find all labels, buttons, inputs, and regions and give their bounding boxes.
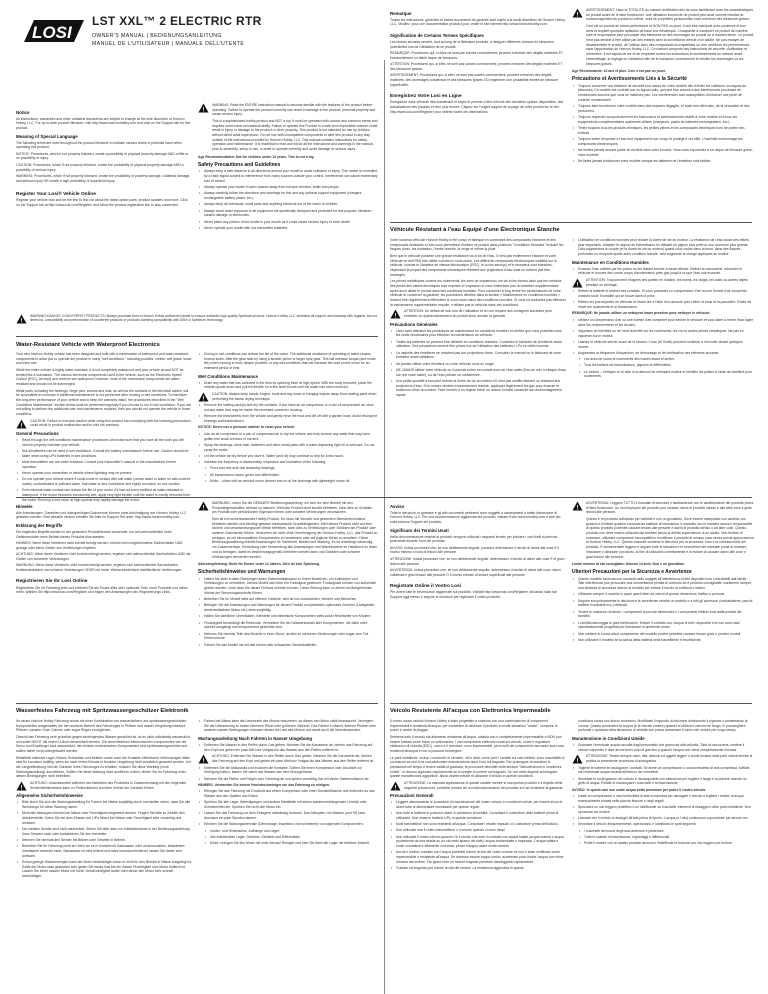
- fr-wet-list: [572, 267, 754, 276]
- it-safety-title: Ulteriori Precauzioni per la Sicurezza e Avvertenze: [572, 568, 692, 575]
- it-col-2: [572, 501, 754, 701]
- list-item: • Non utilizzate mai il vostro trasmettitore o il veicolo quando ci sono lampi.: [390, 828, 566, 833]
- svg-text:!: !: [576, 12, 579, 19]
- de-water-title: Wasserfestes Fahrzeug mit Spritzwassergeschützer Elektronik: [16, 708, 189, 714]
- list-item: • Toujours faire fonctionner votre modèle dans des espaces dégagés, à l'écart des véhicules, de la circulation et des personnes.: [572, 104, 754, 113]
- fr-remarque-text: Toutes les instructions, garanties et autres documents de garantie sont sujets à la seule discrétion de Horizon Hobby, LLC. Veuillez, pour une documentation produit à jour, visiter le site internet http://www.horizonhobby.com.: [390, 17, 566, 27]
- list-item: • La majorité des émetteurs ne résistent pas aux projections d'eau. Consultez le manuel ou le fabricant de votre émetteur avant utilisation.: [390, 351, 566, 360]
- list-item: • Retirez la batterie et séchez ses contacts. Si vous possédez un compresseur d'air ou une bombe d'air comprimé, chassez toute l'humidité qui se trouve dans la prise.: [572, 289, 754, 298]
- it-water-title: Veicolo Resistente All'acqua con Elettronica Impermeabile: [390, 708, 551, 714]
- de-section-divider: [16, 703, 378, 704]
- en-water-p3: Metal parts, including the bearings, hinge pins, screws and nuts, as well as the contacts in the electrical cables, will be susceptible to corrosion if additional maintenance is not performed after running in wet conditions. To maximize the long-term performance of your vehicle and to keep the warranty intact, the procedures described in the "Wet Conditions Maintenance" section below must be performed regularly if you choose to run in wet conditions. If you are not willing to perform the additional care and maintenance required, then you should not operate the vehicle in those conditions.: [16, 388, 191, 417]
- en-wet-sublist: [204, 466, 378, 483]
- list-item: • Drain any water that has collected in the tires by spinning them at high speed. With the body removed, place the vehicle upside down and pull full throttle for a few short bursts until the water has been removed.: [198, 381, 378, 390]
- list-item: • Never operate your model with low transmitter batteries.: [198, 226, 378, 231]
- fr-wet-remarque: REMARQUE: Ne jamais utiliser un nettoyeur haute pression pour nettoyer le véhicule.: [572, 311, 711, 316]
- center-divider: [384, 60, 385, 994]
- it-avvert-text: AVVERTENZA: Leggere TUTTO il manuale di istruzioni e familiarizzare con le caratteristiche del prodotto prima di farlo funzionare. Un uso improprio del prodotto può causare danni al prodotto stesso e alle altre cose e gravi lesioni alle persone.: [586, 501, 754, 515]
- it-avvert-block: [572, 501, 754, 559]
- en-counterfeit-block: [16, 314, 378, 336]
- list-item: • All transmission cases, gears and differentials.: [204, 473, 378, 478]
- it-wet2-list: [572, 766, 754, 786]
- de-general-list: [16, 800, 192, 879]
- list-item: • Non mettere in bocca alcun componente del modello poiché potrebbe causare lesioni gravi o persino mortali.: [572, 632, 754, 637]
- svg-text:!: !: [20, 423, 23, 430]
- en-wet-list: [198, 381, 378, 390]
- header: [0, 0, 384, 104]
- list-item: • Die meisten Sender sind nicht wasserfest. Sehen Sie bitte dazu vor Inbetriebnahme in der Bedienungsanleitung Ihres Senders nach oder kontaktieren Sie den Hersteller.: [16, 827, 192, 836]
- list-item: • Always keep all chemicals, small parts and anything electrical out of the reach of children.: [198, 202, 378, 207]
- warning-triangle-icon: [572, 278, 583, 288]
- list-item: • Le moteur – nettoyez-le à l'aide d'un aérosol de nettoyant moteur et lubrifiez les paliers à l'aide de lubrifiant pour roulements.: [578, 370, 754, 379]
- logo-text: LOSI: [32, 23, 72, 42]
- list-item: • Spruzzare un olio leggero protettivo o un lubrificante su cuscinetti, elementi di fissaggio e altre parti metalliche. Non spruzzare sul motore.: [572, 805, 754, 814]
- de-wet3-list: [198, 789, 378, 827]
- list-item: • Driving in wet conditions can reduce the life of the motor. The additional resistance of operating in water causes excess strain. Alter the gear ratio by using a smaller pinion or larger spur gear. This will increase torque (and motor life) when running in mud, deeper puddles, or any wet conditions that will increase the load on the motor for an extended period of time.: [198, 352, 378, 371]
- list-item: • Non tutte le batterie si possono usare in condizioni di umidità. Consultare il costruttore delle batterie prima di utilizzarle. Non usate le batterie LiPo in queste condizioni.: [390, 811, 566, 820]
- de-wet-hinweis: HINWEIS: Verwenden Sie keinen Hochdruckreiniger um das Fahrzeug zu reinigen.: [198, 782, 330, 787]
- list-item: • Nehmen Sie niemals Teile des Modells in Ihren Mund, da dies zu schweren Verletzungen oder sogar zum Tod führen könnte.: [198, 632, 378, 641]
- list-item: • Front and rear axle hub assembly bearings.: [204, 466, 378, 471]
- list-item: • Let the vehicle air dry before you store it. Water (and oil) may continue to drip for a few hours.: [198, 454, 378, 459]
- it-sign-avviso: AVVISO: Indica procedure che, se non debitamente seguite, possono determinare il rischio di danni alle cose E il rischio minimo o nullo di lesioni alle persone.: [390, 545, 560, 555]
- de-safety-list: [198, 577, 378, 648]
- list-item: • Motor: reinigen Sie den Motor mit einer Aerosol Reiniger und ölen Sie dann die Lager mit leichtem Motoröl.: [204, 841, 378, 846]
- warning-triangle-icon: [572, 754, 583, 764]
- fr-signif-title: Signification de Certains Termes Spécifiques: [390, 33, 484, 39]
- de-general-title: Allgemeine Sicherheitshinweise: [16, 793, 83, 799]
- it-reg-text: Per avere tutte le informazioni aggiornate sul prodotto, Visitate http://www.losi.com/Register/ cliccando sulla tab Support oggi stesso e seguire le istruzioni per registrare il vostro prodotto.: [390, 590, 557, 599]
- it-wet-avviso: AVVISO: In questi casi non usate acqua sotto pressione per pulire il vostro veicolo.: [572, 787, 707, 792]
- de-col-3: [16, 719, 192, 991]
- it-wet-title: Manutenzione in Condizioni Umide: [572, 736, 645, 742]
- list-item: • Not all batteries can be used in wet conditions. Consult the battery manufacturer before use. Caution should be taken when using LiPo batteries in wet conditions.: [16, 449, 192, 458]
- fr-safety-list: [572, 84, 754, 164]
- svg-text:!: !: [394, 785, 397, 792]
- list-item: • Nehmen Sie niemals den Sender bei Blitzen oder Gewitter in Betrieb.: [16, 838, 192, 843]
- fr-col-2: [572, 8, 754, 220]
- de-warn-text: WARNUNG: Lesen Sie die GESAMTE Bedienungsanleitung, um sich vor dem Betrieb mit den Produkteigenschaften vertraut zu machen. Wird das Produkt nicht korrekt betrieben, kann dies zu Schäden am Produkt oder persönlichem Eigentum führen oder schwere Verletzungen verursachen.: [212, 501, 373, 515]
- de-warn-block: [198, 501, 378, 559]
- list-item: • Spray the bearings, drive train, fasteners and other metal parts with a water-displacing light oil or lubricant. Do not spray the motor.: [198, 443, 378, 452]
- list-item: • Evacuez l'eau colléeé par les pneus en les faisant tourner à haute vitesse. Retirez la carrosserie, retournez le véhicule et donnez des courts coups d'accélérateur plein gaz jusqu'à ce que l'eau soit évacuée.: [572, 267, 754, 276]
- en-col-2: [198, 103, 378, 305]
- fr-signif-intro: Les termes suivants servent, tout au long de la littérature produits, à désigner différents niveaux de blessures potentielles lors de l'utilisation de ce produit:: [390, 39, 554, 49]
- it-sign-avvert: AVVERTENZA: Indica procedure che, se non debitamente seguite, determinano il rischio di danni alle cose, danni collaterali e gravi lesioni alle persone O il rischio elevato di lesioni superficiali alle persone.: [390, 568, 561, 577]
- list-item: • Ne jamais utiliser votre émetteur ou votre véhicule sous un orage.: [390, 362, 566, 367]
- de-general2-list: [198, 719, 378, 733]
- list-item: • Anche il minimo contatto con l'acqua potrebbe ridurre la vita del vostro motore se non è stato certificato come impermeabile o resistente all'acqua. Se dovesse essere troppo umido, accelerate poco finché l'acqua non viene rimossa dal motore. Far girare forte un motore bagnato potrebbe danneggiarlo rapidamente.: [390, 850, 566, 864]
- list-item: • Sprühen Sie alle Lager, Befestigungen und andere Metallteile mit einem wasserverdrängenden Leichtöl oder Schmiermittel ein. Sprühen Sie nicht den Motor ein.: [198, 800, 378, 809]
- fr-water-attention-block: [390, 309, 566, 318]
- svg-text:!: !: [394, 313, 397, 320]
- en-meaning-warning: WARNING: Procedures, which if not properly followed, create the probability of property damage, collateral damage, and serious injury OR create a high probability of superficial injury.: [16, 174, 191, 183]
- warning-triangle-icon: [198, 501, 209, 511]
- en-general2-list: [198, 352, 378, 371]
- fr-enreg-text: Enregistrez votre véhicule dès maintenant et soyez le premier à être informé des dernières options disponibles, des actualisations des produits et bien plus encore. Cliquez sur l'onglet support de la page de votre produit sur le site http://www.losi.com/Register/ pour obtenir toutes les informations.: [390, 100, 564, 114]
- fr-section-divider: [390, 222, 752, 223]
- list-item: • Remove the battery pack(s) and dry the contacts. If you have an air compressor or a can of compressed air, blow out any water that may be inside the recessed connector housing.: [198, 403, 378, 412]
- list-item: • Tous les boîtiers de transmissions, pignons et différentiels.: [578, 363, 754, 368]
- en-water-p1: Your new Horizon Hobby vehicle has been designed and built with a combination of waterproof and water-resistant components to allow you to operate the product in many "wet conditions," including puddles, creeks, wet grass, snow and even rain.: [16, 352, 192, 366]
- list-item: • Feuchtigkeit beschädigt die Elektronik. Vermeiden Sie den Wasserkontakt aller Komponenten, die dafür nicht speziell ausgelegt und entsprechend geschützt sind.: [198, 621, 378, 630]
- de-water-achtung-block: [16, 781, 192, 790]
- it-sign-attenzione: ATTENZIONE: Indica procedure che, se non debitamente seguite, determinano il rischio di danni alle cose E di gravi lesioni alle persone.: [390, 556, 565, 566]
- list-item: • Betreiben Sie Ihr Modell stets auf offenem Gelände, weit ab von Automobilen, Verkehr und Menschen.: [198, 597, 378, 602]
- de-wet-list: [198, 743, 378, 752]
- list-item: • Les axes de roues et roulements des fusées avant et arrière.: [578, 357, 754, 362]
- list-item: • Non utilizzate il vostro veicolo quando c'è il rischio che entri in contatto con acqua salata (acqua marina o acqua proveniente da una strada su cui sia stato sparso del sale), acqua contaminata o inquinata. L'acqua salata è molto conduttiva e altamente corrosiva, perciò bisogna usare molta cautela.: [390, 835, 566, 849]
- list-item: • Smontare il veicolo frequentemente, ispezionarlo e lubrificarlo le parti seguenti:: [572, 822, 754, 827]
- de-wet-title: Wartungsanleitung Nach Fahrten in Nasser Umgebung: [198, 736, 313, 742]
- de-col-2: [198, 501, 378, 701]
- list-item: • Bitte lesen Sie sich die Wartungsanleitung für Fahren bei Nässe sorgfältig durch und stellen sicher, dass Sie alle Werkzeuge für diese Wartung haben.: [16, 800, 192, 809]
- warning-triangle-icon: [198, 103, 209, 113]
- de-col-4: [198, 719, 378, 991]
- it-water-p1: Il vostro nuovo veicolo Horizon Hobby è stato progettato e costruito con una combinazione di componenti impermeabili e resistenti all'acqua, per consentire di utilizzare il prodotto in molte situazioni "umide", compresi le pozze e anche la pioggia.: [390, 719, 558, 733]
- fr-col-3: [390, 238, 566, 494]
- de-reg-text: Registrieren Sie Ihr Fahrzeug jetzt und erfahren Sie als Erstes alles über optionale Teile, neue Produkte und vieles mehr. Wählen Sie http://www.losi.com/Register/ und folgen den Anweisungen des Registrierungs Links.: [16, 585, 188, 595]
- losi-logo: [18, 14, 88, 50]
- en-general-title: General Precautions: [16, 431, 59, 437]
- list-item: • L'utilisation en conditions humides peut réduire la durée de vie du moteur. La résistance de l'eau cause des efforts plus importants. Adaptez le rapport de transmission en utilisant un pignon plus petit ou une couronne plus grande. Cela augmentera le couple (et la durée de vie du moteur) quand vous roulez dans la boue, dans des flaques profondes ou n'importe quelle autre condition humide, cela augmente la charge appliquée au moteur.: [572, 238, 754, 257]
- en-col-1: [16, 107, 192, 303]
- de-reg-title: Registrieren Sie Ihr Losi Online: [16, 578, 88, 584]
- warning-triangle-icon: [390, 781, 401, 791]
- list-item: • Tenere le sostanze chimiche, i componenti di piccole dimensioni e i componenti elettrici fuori dalla portata dei bambini.: [572, 610, 754, 619]
- list-item: • Motor – clean with an aerosol motor cleaner and re-oil the bushings with lightweight motor oil.: [204, 479, 378, 484]
- it-avviso-text: Tutte le istruzioni, le garanzie e gli altri documenti pertinenti sono soggetti a cambiamenti a totale discrezione di Horizon Hobby, LLC. Per una documentazione aggiornata sul prodotto, visitare il sito horizonhobby.com e fare clic sulla sezione Support del prodotto.: [390, 510, 561, 525]
- list-item: • Halten Sie stets in allen Richtungen einen Sicherheitsabstand zu Ihrem Modell ein, um Kollisionen und Verletzungen zu vermeiden. Dieses Modell wird über ein Funksignal gesteuert. Funksignale können von außerhalb gestört werden, ohne dass Sie darauf Einfluss nehmen können. Diese Störung kann zu einem vorübergehenden Verlust der Steuerungskontrolle führen.: [198, 577, 378, 596]
- de-water-p2: Obwohl das Fahrzeug sehr gründlich gegen eindringendes Wasser geschützt ist, ist es nicht vollständig wasserdicht und sollte NICHT mit einem U-Boot verwechselt werden. Die verschiedenen elektronischen Komponenten wie der Servo und Empfänger sind wasserdicht, die meisten mechanischen Komponenten sind spritzwassergeschützt und sollten daher nicht untergetaucht werden.: [16, 734, 190, 754]
- it-wet-sublist: [578, 829, 754, 846]
- svg-text:!: !: [576, 758, 579, 765]
- list-item: • Usate un compressore o una bomboletta di aria compressa per asciugare il veicolo e togliere i residui di acqua eventualmente rimasti nelle piccole fessure o negli angoli.: [572, 794, 754, 803]
- list-item: • Never place any portion of the model in your mouth as it could cause serious injury or even death.: [198, 220, 378, 225]
- list-item: • Fahren bei Nässe kann die Lebenszeit des Motors reduzieren, da dieses den Motor stärk beanspucht. Verringern Sie die Übersetzung zu einem kleineren Ritzel oder größeren Zahnrad. Das Fahren in Match, tieferen Pfützen oder anderen nassen Bedingungen reduziert dieses die Last des Motors und damit auch die Motortemperatur.: [198, 719, 378, 733]
- en-water-p2: While the entire vehicle is highly water-resistant, it is not completely waterproof and your vehicle should NOT be treated like a submarine. The various electronic components used in the vehicle, such as the Electronic Speed Control (ESC), servo(s) and receiver are waterproof, however, most of the mechanical components are water-resistant and should not be submerged.: [16, 367, 184, 387]
- en-meaning-title: Meaning of Special Language: [16, 133, 78, 139]
- list-item: • Togliere le batterie ed asciugarne i contatti. Se avete un compressore o una bomboletta di aria compressa, soffiate via l'eventuale acqua rimasta all'interno dei connettori.: [572, 766, 754, 775]
- list-item: • Halten Sie sämtliche Chemikalien, Kleinteile und elektrische Komponenten stets außer Reichweite von Kindern.: [198, 614, 378, 619]
- svg-text:!: !: [20, 318, 23, 325]
- warning-triangle-icon: [390, 309, 401, 319]
- subtitle-line-1: OWNER'S MANUAL | BEDIENUNGSANLEITUNG: [92, 33, 222, 39]
- list-item: • Non utilizzare il modello se la carica della batteria della trasmittente è insufficiente.: [572, 638, 754, 643]
- en-register-title: Register Your Losi® Vehicle Online: [16, 191, 96, 197]
- it-sign-title: Significato dei Termini Usati: [390, 527, 449, 533]
- fr-general-title: Précautions Générales: [390, 321, 438, 327]
- list-item: • Befolgen Sie die Anweisungen und Warnungen für dieses Produkt und jedwedes optionales Zubehör (Ladegeräte, wiederaufladbare Akkus etc.) stets sorgfältig.: [198, 603, 378, 612]
- fr-general-list: [390, 329, 566, 398]
- list-item: • Increase the frequency of disassembly, inspection and lubrication of the following:: [198, 460, 378, 465]
- list-item: • NE JAMAIS utiliser votre véhicule où il pourrait entrer en contact avec de l'eau salée (Eau de mer ou flaque d'eau sur une route salée), ou de l'eau polluée ou contaminée.: [390, 368, 566, 377]
- it-water-attenzione: ATTENZIONE: La mancata applicazione di queste cautele mentre si usa questo prodotto e il rispetto delle seguenti precauzioni, potrebbe portare ad un malfunzionamento del prodotto e/o ad invalidare la garanzia.: [404, 781, 564, 790]
- list-item: • Betreiben Sie Ihr Fahrzeug nicht an Orten wo es in Kontakt mit Salzwasser oder verschmutztem, belastetem Gewässern kommen kann. Salzwasser ist sehr leitend und stark korrosionsfördernd, lassen Sie daher sehr achtsam.: [16, 844, 192, 858]
- fr-wet2-list: [572, 289, 754, 309]
- de-water-p3: Metallteile inklusive Lager, Bolzen Schrauben und Muttern sowie auch die Kontakte elektrischer Verbindungen fällen sind für korrosion anfällig, wenn sie nach einem Einsatz in feuchter Umgebung nicht zusätzlich gewartet werden. Um die Langzeitleistung und die Garantie Ihres Fahrzeuges zu erhalten, müssen Sie diese Wartung (nicht Wartungsanleitung) durchführen. Sollten Sie diese Wartung nicht ausführen wollen, dürfen Sie Ihr Fahrzeug unter diesen Bedingungen nicht betreiben.: [16, 755, 191, 779]
- fr-avert-text-2: Ceci est un produit de loisirs perfectionné et NON PAS un jouet. Il doit être manipulé avec prudence et bon sens et requiert quelques aptitudes de base à la mécanique. L'incapacité à manipuler ce produit de manière sûre et responsable peut provoquer des blessures ou des dommages au produit ou à d'autres biens. Ce produit n'est pas destiné à être utilisé par des enfants sans la surveillance directe d'un adulte. Ne pas essayer de désassembler le produit, de l'utiliser avec des composants incompatibles ou d'en améliorer les performances sans l'approbation de Horizon Hobby, LLC. Ce manuel comporte des instructions de sécurité, d'utilisation et d'entretien. Il est capital de lire et de respecter toutes les instructions et avertissements du manuel avant l'assemblage, le réglage ou l'utilisation afin de le manipuler correctement et d'éviter les dommages ou les blessures graves.: [586, 23, 754, 66]
- svg-text:!: !: [20, 785, 23, 792]
- list-item: • Vorder- und Hinterachse, Aufhänge und Lager.: [204, 829, 378, 834]
- en-warning-text: WARNING: Read the ENTIRE instruction manual to become familiar with the features of the product before operating. Failure to operate the product correctly can result in damage to the product, personal property and cause serious injury.: [212, 103, 376, 117]
- fr-water-attention: ATTENTION: Un défaut de soin lors de l'utilisation et un non respect des consignes suivantes peut entraîner un dysfonctionnement du produit et/ou annuler la garantie.: [404, 309, 552, 319]
- de-age: Altersempfehlung: Nicht für Kinder unter 14 Jahren. Dies ist kein Spielzeug.: [198, 562, 321, 567]
- en-safety-list: [198, 169, 378, 230]
- list-item: • Vaporisez du lubrifiant ou de l'anti-humidité sur les roulements, les vis ou autres pièces métalliques. Ne pas en vaporiser sur le moteur.: [572, 329, 754, 338]
- it-section-divider: [390, 703, 752, 704]
- list-item: • Lassen Sie das Fahrzeug vor dem Einlagern vollständig trocknen. Das Abtropfen von Wasser (und Öl) kann durchaus ein paar Stunden dauern.: [198, 811, 378, 820]
- de-hinweis-text: Alle Anweisungen, Garantien und dazugehörigen Dokumente können ohne Ankündigung von Horizon Hobby, LLC geändert werden. Eine aktuelle Version erhalten Sie bitte im Support Teil unter: http://www.horizonhobby.com: [16, 510, 187, 520]
- de-erkl-warnung: WARNUNG: Wenn diese Verfahren nicht korrekt befolgt werden, ergeben sich wahrscheinlich Sachschäden, Kollateralschäden und schwere Verletzungen ODER mit hoher Wahrscheinlichkeit oberflächliche Verletzungen.: [16, 563, 183, 573]
- en-col-3: [16, 352, 192, 502]
- svg-text:!: !: [202, 107, 205, 114]
- de-wet2-list: [198, 766, 378, 782]
- fr-water-p1: Votre nouveau véhicule Horizon Hobby a été conçu et fabriqué en combinant des composants étanches et des composants résistants à l'eau vous permettant d'utiliser ce produit dans plusieurs "Conditions Humides" incluant les flaques d'eau, les ruisseaux, l'herbe humide, la neige et même la pluie.: [390, 238, 564, 252]
- list-item: • Molti trasmettitori non sono resistenti all'acqua. Consultate i relativi manuali o il costruttore prima dell'utilizzo.: [390, 822, 566, 827]
- list-item: • Read through the wet conditions maintenance procedures and make sure that you have all the tools you will need to properly maintain your vehicle.: [16, 438, 192, 447]
- list-item: • Remove the tires/wheels from the vehicle and gently rinse the mud and dirt off with a garden hose. Avoid rinsing the bearings and transmission.: [198, 414, 378, 423]
- en-water-caution: CAUTION: Failure to exercise caution while using this product and complying with the following precautions could result in product malfunction and/or void the warranty.: [30, 418, 191, 428]
- list-item: • Scaricare l'eventuale acqua raccolta dagli pneumatici che girano ad alta velocità. Tolta la carrozzeria, mettere il veicolo capovolto e dare alcuni brevi colpi di gas fino a quando l'acqua non viene completamente rimossa.: [572, 743, 754, 752]
- en-wet-caution-block: [198, 392, 378, 401]
- list-item: • Augmentez la fréquence d'inspection, de démontage et de lubrification des éléments suivants:: [572, 351, 754, 356]
- warning-triangle-icon: [572, 8, 583, 18]
- svg-text:!: !: [202, 758, 205, 765]
- list-item: • Fahren Sie das Modell nie mit fast leeren oder schwachen Senderbatterien.: [198, 643, 378, 648]
- en-section-divider: [16, 336, 378, 337]
- it-wet3-list: [572, 794, 754, 827]
- it-col-3: [390, 719, 566, 991]
- list-item: • Nicht alle Akkutypen können bei Nässe oder Feuchtigkeit eingesetzt werden. Fragen Sie bitte im Zweifel den Akkuhersteller. Seien Sie bei dem Einsatz von LiPo Akkus bei Nässe oder Feuchtigkeit sehr vorsichtig und achtsam.: [16, 811, 192, 825]
- it-wet-attenzione-block: [572, 754, 754, 763]
- en-age: Age Recommendation: Not for children under 14 years. This is not a toy.: [198, 154, 315, 159]
- manual-subtitle: [92, 32, 244, 48]
- list-item: • Entfernen Sie die Akkupacks und trocknen die Kontakte. Sollten Sie einen Kompressor oder Druckluft zur Verfügung haben, blasen Sie damit das Wasser aus dem Motorgehäuse.: [198, 766, 378, 775]
- fr-remarque-title: Remarque: [390, 11, 412, 16]
- it-general2-text: condizioni causa uno sforzo eccessivo. Modificate il rapporto di riduzione diminuendo il pignone o aumentando la corona. Questo aumenterà la coppia (e la vita del motore) quando si utilizza il veicolo nel fango, in pozzanghere profonde o qualsiasi altra situazione di umidità che possa aumentare il carico del motore per lungo tempo.: [578, 719, 748, 733]
- en-wet2-list: [198, 403, 378, 423]
- en-notice-text: All instructions, warranties and other collateral documents are subject to change at the sole discretion of Horizon Hobby, LLC. For up-to-date product literature, visit http://www.horizonhobby.com and click on the Support tab for this product.: [16, 116, 191, 131]
- it-age: Limite minimo di età consigliato: Almeno 14 anni. Non è un giocattolo.: [572, 562, 686, 567]
- en-col-4: [198, 352, 378, 494]
- fr-wet-title: Maintenance en Conditions Humides: [572, 259, 649, 265]
- list-item: • Utilisez un compresseur d'air ou une bombe d'air comprimé pour sécher le véhicule et vous aider à retirer l'eau logée dans les renfoncements et les recoins.: [572, 318, 754, 327]
- fr-wet-attention: ATTENTION: Toujours tenir éloignés des parties en rotation, les mains, les doigts, les outils ou autres objets pendant ou séchage.: [586, 277, 748, 287]
- fr-general2-list: [572, 238, 754, 257]
- en-warning-text-2: This is a sophisticated hobby product and NOT a toy. It must be operated with caution and common sense and requires some basic mechanical ability. Failure to operate this Product in a safe and responsible manner could result in injury or damage to the product or other property. This product is not intended for use by children without direct adult supervision. Do not use with incompatible components or alter this product in any way outside of the instructions provided by Horizon Hobby, LLC. This manual contains instructions for safety, operation and maintenance. It is essential to read and follow all the instructions and warnings in the manual, prior to assembly, setup or use, in order to operate correctly and avoid damage or serious injury.: [212, 118, 378, 152]
- fr-col-4: [572, 238, 754, 494]
- list-item: • Erhöhen Sie die Wartungsintervalle (Demontage, Inspektion und schmieren) von folgenden Komponenten:: [198, 822, 378, 827]
- list-item: • Ne mettez jamais aucune partie du modèle dans votre bouche. Vous vous exposeriez à un risque de blessure grave, voire mortelle.: [572, 148, 754, 157]
- list-item: • Toujours conserver une distance de sécurité tout autour de votre modèle afin d'éviter les collisions ou risques de blessures. Ce modèle est contrôlé par un signal radio, qui peut être soumis à des interférences provenant de nombreuses sources que vous ne maîtrisez pas. Les interférences sont susceptibles d'entraîner une perte de contrôle momentanée.: [572, 84, 754, 103]
- fr-avert-block: [572, 8, 754, 66]
- list-item: • Always keep a safe distance in all directions around your model to avoid collisions or injury. This model is controlled by a radio signal subject to interference from many sources outside your control. Interference can cause momentary loss of control.: [198, 169, 378, 183]
- fr-wet3-list: [572, 318, 754, 356]
- fr-wet-attention-block: [572, 278, 754, 287]
- list-item: • Tenez toujours tous les produits chimiques, les petites pièces et les composants électriques hors de portée des enfants.: [572, 126, 754, 135]
- list-item: • Utilizzare sempre il modello in spazi aperti liberi da veicoli di grosse dimensioni, traffico o persone.: [572, 592, 754, 597]
- en-wet-title: Wet Conditions Maintenance: [198, 373, 258, 379]
- de-erkl-achtung: ACHTUNG: Wenn diese Verfahren nicht korrekt befolgt werden, ergeben sich wahrscheinlich Sachschäden UND die Gefahr von schweren Verletzungen.: [16, 552, 191, 561]
- warning-triangle-icon: [16, 314, 27, 324]
- de-water-p1: Ihr neues Horizon Hobby Fahrzeug wurde mit einer Kombination von wasserdichten und spritzwassergeschützten Komponenten ausgestattet, die den sicheren Betrieb des Fahrzeuges in Pfützen und nasser Umgebung inklusive Pfützen, nassem Gras, Schnee oder sogar Regen ermöglichen.: [16, 719, 187, 733]
- fr-water-p3: Les pièces métalliques comme les roulements, les axes de suspension, les vis et les écrous ainsi que les contacts des prises des câbles électriques sont exposés à l'oxydation si vous n'effectuez pas un entretien supplémentaire après avoir utilisé le produit dans des conditions humides. Pour conserver à long terme les performances de votre véhicule et conserver la garantie, les procédures décrites dans la section « Maintenance en conditions humides » doivent être régulièrement effectuées si vous roulez dans des conditions humides. Si vous ne souhaitez pas effectuer la maintenance supplémentaire requise, n'utilisez pas le véhicule dans ces conditions.: [390, 279, 566, 307]
- svg-text:!: !: [576, 505, 579, 512]
- de-hinweis-title: Hinweis: [16, 504, 33, 509]
- svg-text:!: !: [576, 282, 579, 289]
- list-item: • Guidare sul bagnato può ridurre la vita del motore. La resistenza aggiuntiva in queste: [390, 866, 566, 871]
- en-register-text: Register your vehicle now and be the first to find out about the latest option parts, product updates and more. Click on the Support tab at http://www.losi.com/Register/ and follow the product registration link to stay connected.: [16, 198, 188, 207]
- svg-text:!: !: [202, 396, 205, 403]
- warning-triangle-icon: [572, 501, 583, 511]
- subtitle-line-2: MANUEL DE L'UTILISATEUR | MANUALE DELL'UTENTE: [92, 41, 245, 47]
- list-item: • Une petite quantité d'eau peut réduire la durée de vie du moteur s'il n'est pas certifié étanche ou résistant aux projections d'eau. Si le moteur devient excessivement humide, appliquez légèrement les gaz pour évacuer le maximum d'eau du moteur. Faire tourner à un régime élevé un moteur humide causerait son endommagement rapide.: [390, 379, 566, 398]
- de-col-1: [16, 501, 192, 701]
- warning-triangle-icon: [16, 781, 27, 791]
- list-item: • Always avoid water exposure to all equipment not specifically designed and protected for this purpose. Moisture causes damage to electronics.: [198, 209, 378, 218]
- list-item: • Toujours respecter scrupuleusement les instructions et avertissements relatifs à votre modèle et à tous les équipements complémentaires optionnels utilisés (chargeurs, packs de batteries rechargeables, etc.).: [572, 115, 754, 124]
- list-item: • Ne faites jamais fonctionner votre modèle lorsque les batteries de l'émetteur sont faibles.: [572, 159, 754, 164]
- list-item: • Even minimal water contact can reduce the life of your motor if it has not been certified as water-resistant or waterproof. If the motor becomes excessively wet, apply very light throttle until the water is mostly removed from the motor. Running a wet motor at high speeds may rapidly damage the motor.: [16, 488, 192, 502]
- en-wet3-list: [198, 432, 378, 465]
- en-meaning-caution: CAUTION: Procedures, which if not properly followed, create the probability of physical property damage AND a possibility of serious injury.: [16, 162, 184, 172]
- list-item: • Always carefully follow the directions and warnings for this and any optional support equipment (chargers, rechargeable battery packs, etc.).: [198, 191, 378, 200]
- warning-triangle-icon: [198, 754, 209, 764]
- list-item: • Questo modello funziona con comandi radio soggetti all'interferenza di altri dispositivi non controllabili dall'utente. Tale interferenza può provocare una momentanea perdita di controllo ed è pertanto consigliabile mantenere sempre una distanza di sicurezza attorno al modello per evitare il rischio di collisioni o lesioni.: [572, 577, 754, 591]
- it-wet-attenzione: ATTENZIONE: Tenere sempre mani, dita, attrezzi ed oggetti leggeri o sciolti lontano dalle parti rotanti mentre si pratica la precedente procedura di asciugatura.: [586, 754, 753, 763]
- de-warn-text-2: Dies ist ein hochentwickeltes Hobby-Produkt. Es muss mit Vorsicht und gesundem Menschenverstand betrieben werden und benötigt gewisse mechanische Grundfähigkeiten. Wird dieses Produkt nicht auf eine sichere und verantwortungsvolle Weise betrieben, kann dies zu Verletzungen oder Schäden am Produkt oder anderen Sachwerten führen. Versuchen sie nicht ohne Genehmigung der Horizon Hobby, LLC, das Produkt zu zerlegen, es mit inkompatiblen Komponenten zu verwenden oder auf jegliche Weise zu erweitern. Diese Bedienungsanleitung enthält Anweisungen für Sicherheit, Betrieb und Wartung. Es ist unbedingt notwendig, vor Zusammenbau, Einrichtung oder Verwendung alle Anweisungen und Warnhinweise im Handbuch zu lesen und zu befolgen, damit es bestimmungsgemäß betrieben werden kann und Schäden oder schwere Verletzungen vermieden werden.: [212, 516, 378, 559]
- de-erkl-hinweis: HINWEIS: Wenn diese Verfahren nicht korrekt befolgt werden, können sich möglicherweise Sachschäden UND geringe oder keine Gefahr von Verletzungen ergeben.: [16, 541, 183, 550]
- fr-col-1: [390, 8, 566, 220]
- list-item: • Toutes les batteries ne peuvent être utilisées en conditions humides. Consultez le fabricant de la batterie avant utilisation. Des précautions doivent être prises lors de l'utilisation des batteries Li-Po en milieu humide.: [390, 340, 566, 349]
- fr-wet-sublist: [578, 357, 754, 379]
- it-water-p2: Sebbene tutto il veicolo sia altamente resistente all'acqua, tuttavia non è completamente impermeabile e NON può essere trattato come fosse un sottomarino. I vari componenti elettronici usati sul veicolo, come il regolatore elettronico di velocità (ESC), i servi e il ricevitore, sono impermeabili, però molti dei componenti meccanici sono solo resistenti all'acqua e non si possono immergere.: [390, 734, 565, 754]
- en-wet-notice: NOTICE: Never use a pressure washer to clean your vehicle.: [198, 425, 296, 430]
- fr-age: Age Recommandé: 14 ans et plus. Ceci n'est pas un jouet.: [572, 69, 666, 74]
- de-wet-achtung: ACHTUNG: Entfernen Sie Wasser in den Reifen durch Gas geben. Nehmen Sie die Karosserie ab, drehen das Fahrzeug auf den Kopf und geben ein paar Mal kurz Vollgas bis das Wasser aus den Reifen entfernt ist.: [212, 754, 375, 763]
- en-water-caution-block: [16, 419, 192, 428]
- it-wet-list: [572, 743, 754, 752]
- list-item: • Always operate your model in open spaces away from full-size vehicles, traffic and people.: [198, 185, 378, 190]
- list-item: • Never operate your transmitter or vehicle where lightning may be present.: [16, 471, 192, 476]
- list-item: • Retirez les pneus/jantes du véhicule et rincez-les à l'aide d'un arrosoir pour retirer la boue et la poussière. Evitez de rincer les roulements et la transmission.: [572, 300, 754, 309]
- list-item: • Toujours éviter d'exposer à l'eau tout équipement non conçu et protégé à cet effet. L'humidité endommage les composants électroniques.: [572, 137, 754, 146]
- list-item: • Pulite il motore con un adatto prodotto aerosol e rilubrificate le boccole con olio leggero per motore.: [578, 841, 754, 846]
- it-general-list: [390, 800, 566, 871]
- list-item: • Entfernen Sie Wasser in den Reifen durch Gas geben. Nehmen Sie die Karosserie ab, drehen das Fahrzeug auf den Kopf und geben ein paar Mal kurz Vollgas bis das Wasser aus den Reifen entfernt ist.: [198, 743, 378, 752]
- fr-water-p2: Bien que le véhicule possède une grande résistance vis à vis de l'eau, il n'est pas entièrement étanche et votre véhicule ne doit PAS être utilisé comme un sous-marin. Les différents composants électroniques installés sur le véhicule, comme le Variateur de vitesse électronique (ESC), le ou les servo(s) et le récepteur sont étanches, cependant la plupart des composants mécaniques résistent aux projections d'eau mais ne doivent pas être immergés.: [390, 253, 557, 277]
- de-wet-sublist: [204, 829, 378, 846]
- fr-water-title: Véhicule Résistant à l'eau Équipé d'une Électronique Étanche: [390, 227, 560, 233]
- en-warning-block: [198, 103, 378, 152]
- fr-safety-title: Précautions et Avertissements Liés à la Sécurité: [572, 75, 687, 82]
- list-item: • Laissez le véhicule sécher avant de le stocker. L'eau (et l'huile) peuvent continuer à s'écouler durant quelques heures.: [572, 340, 754, 349]
- svg-text:!: !: [202, 505, 205, 512]
- list-item: • Alle Antriebsteile Lager, Getriebe, Getriebe und Differentiale.: [204, 835, 378, 840]
- fr-signif-avert: AVERTISSEMENT: Procédures qui, si elles ne sont pas suivies correctement, peuvent entraîner des dégâts matériels, des dommages collatéraux et des blessures graves OU engendrer une probabilité élevée de blessure superficielle.: [390, 73, 558, 87]
- list-item: • Reinigen Sie das Fahrzeug mit Druckluft aus einem Kompressor oder einer Druckluftflasche und entfernen so das Wasser aus den Spalten und Ecken.: [198, 789, 378, 798]
- list-item: • Lisez avec attention les procédures de maintenance en conditions humides et vérifiez que vous possédez tous les outils nécessaires pour effectuer la maintenance du véhicule.: [390, 329, 566, 338]
- list-item: • Do not operate your vehicle where it could come in contact with salt water (ocean water or water on salt-covered roads), contaminated or polluted water. Salt water is very conductive and highly corrosive, so use caution.: [16, 477, 192, 486]
- list-item: • Smontate le ruote/gomme del veicolo e risciacquatele con attenzione per togliere il fango e la polvere usando un getto di acqua. Evitate di risciacquare i cuscinetti e la trasmissione.: [572, 777, 754, 786]
- de-water-achtung: ACHTUNG: Unachtsamkeit während des Betriebes des Produktes in Zusammenhang mit den folgenden Sicherheitshinweisen kann zu Fehlfunktionen und dem Verlust der Garantie führen.: [30, 781, 187, 790]
- fr-signif-attention: ATTENTION: Procédures qui, si elles ne sont pas suivies correctement, peuvent entraîner des dégâts matériels ET des blessures graves.: [390, 62, 563, 71]
- en-meaning-intro: The following terms are used throughout the product literature to indicate various levels of potential harm when operating this product:: [16, 140, 182, 150]
- de-wet-achtung-block: [198, 754, 378, 763]
- list-item: • Use an air compressor or a can of compressed air to dry the vehicle and help remove any water that may have gotten into small crevices or corners.: [198, 432, 378, 441]
- list-item: • Schon geringe Wassermengen kann der Motor beschädigen wenn er nicht für den Betrieb in Nässe ausgelegt ist. Sollte der Motor nass geworden sein geben Sie etwas Gas bis die meiste Feuchtigkeit vom Motor entfernt ist. Lassen Sie einen nassen Motor mit hoher Geschwindigkeit laufen wird dieser den Motor sehr schnell beschädigen.: [16, 860, 192, 879]
- en-notice-title: Notice: [16, 110, 30, 115]
- warning-triangle-icon: [198, 392, 209, 402]
- list-item: • I cuscinetti dei mozzi degli assi anteriore e posteriore.: [578, 829, 754, 834]
- it-col-1: [390, 501, 566, 701]
- warning-triangle-icon: [16, 419, 27, 429]
- it-reg-title: Registrate Online il Vostro Losi: [390, 583, 462, 589]
- en-wet-caution: CAUTION: Always keep hands, fingers, tools and any loose or hanging objects away from rotating parts when performing the above drying technique.: [212, 391, 377, 401]
- fr-signif-remarque: REMARQUE: Procédures qui, si elles ne sont pas suivies correctement, peuvent entraîner des dégâts matériels ET éventuellement un faible risque de blessures.: [390, 51, 563, 60]
- it-avviso-title: Avviso: [390, 504, 405, 509]
- it-general-title: Precauzioni Generali: [390, 793, 434, 799]
- en-safety-title: Safety Precautions and Guidelines: [198, 161, 281, 168]
- manual-title: LST XXL™ 2 ELECTRIC RTR: [92, 14, 262, 28]
- de-safety-title: Sicherheitshinweise und Warnungen: [198, 568, 286, 575]
- list-item: • Nehmen Sie die Reifen und Felgen vom Fahrzeug ab und spülen vorsichtig Dar mit einem Gartenschlauch ab.: [198, 777, 378, 782]
- fr-enreg-title: Enregistrez Votre Losi en Ligne: [390, 93, 462, 99]
- list-item: • Tutte le scatole di trasmissione, ingranaggi e differenziali.: [578, 835, 754, 840]
- de-erkl-title: Erklärung der Begriffe: [16, 523, 63, 529]
- it-water-attenzione-block: [390, 781, 566, 790]
- it-col-4: [572, 719, 754, 991]
- en-counterfeit-text: WARNING AGAINST COUNTERFEIT PRODUCTS: Always purchase from a Horizon Hobby authorized dealer to ensure authentic high-quality Spektrum product. Horizon Hobby, LLC disclaims all support and warranty with regards, but not limited to, compatibility and performance of counterfeit products or products claiming compatibility with DSM or Spektrum technology.: [30, 314, 377, 323]
- fr-avert-text: AVERTISSEMENT: Lisez la TOTALITÉ du manuel d'utilisation afin de vous familiariser avec les caractéristiques du produit avant de le faire fonctionner. Une utilisation incorrecte du produit peut avoir comme résultat un endommagement du produit lui-même, celui de propriétés personnelles voire entraîner des blessures graves.: [586, 8, 754, 22]
- list-item: • L'umidità danneggia le parti elettroniche. Evitare il contatto con l'acqua di tutti i dispositivi che non sono stati specificatamente progettati per funzionare in ambiente umido.: [572, 621, 754, 630]
- it-sign-intro: Nella documentazione relativa al prodotto vengono utilizzati i seguenti termini per indicare i vari livelli di pericolo potenziale durante l'uso del prodotto:: [390, 534, 558, 544]
- list-item: • Lasciate che il veicolo si asciughi all'aria prima di riporlo. L'acqua (e l'olio) continuano a gocciolare per alcune ore.: [572, 816, 754, 821]
- it-safety-list: [572, 577, 754, 643]
- list-item: • Seguire scrupolosamente le istruzioni e le avvertenze relative al modello e a tutti gli accessori (caricabatterie, pacchi batterie ricaricabili ecc.) utilizzati.: [572, 599, 754, 608]
- en-meaning-notice: NOTICE: Procedures, which if not properly followed, create a possibility of physical property damage AND a little or no possibility of injury.: [16, 151, 189, 161]
- en-general-list: [16, 438, 192, 502]
- it-avvert-text-2: Questo è un prodotto sofisticato per hobbisti e non un giocattolo. Deve essere manipolato con cautela, con giudizio e richiede qualche conoscenza basilare di meccanica. Il mancato uso in maniera sicura e responsabile di questo prodotto potrebbe causare lesioni alle persone e danni al prodotto stesso o ad altre cose. Questo prodotto non deve essere utilizzato dai bambini senza la diretta supervisione di un adulto. Non tentare di smontare, utilizzare componenti incompatibili o modificare il prodotto in nessun caso senza previa approvazione di Horizon Hobby, LLC. Questo manuale contiene le istruzioni per la sicurezza, l'uso e la manutenzione del prodotto. È fondamentale leggere e seguire tutte le istruzioni e le avvertenze del manuale prima di montare, impostare o utilizzare il prodotto, al fine di utilizzarlo correttamente e di evitare di causare danni alle cose o gravi lesioni alle persone.: [586, 516, 754, 559]
- en-water-title: Water-Resistant Vehicle with Waterproof Electronics: [16, 342, 160, 348]
- it-water-p3: Le parti metalliche, inclusi i cuscinetti, le cerniere, viti e dadi, come pure i contatti sui cavi elettrici, sono suscettibili di corrosione se non si fa una particolare manutenzione dopo l'uso sul bagnato. Per prolungare al massimo le prestazioni nel tempo e tenere valida la garanzia, le procedure descritte nella sezione "Manutenzione in condizioni umide", si devono applicare regolarmente se si sceglie di correre sul bagnato. Se non siete disposti ad eseguire queste manutenzioni aggiuntive, allora dovete evitare di utilizzare il veicolo in queste condizioni.: [390, 755, 565, 779]
- list-item: • Most transmitters are not water-resistant. Consult your transmitter's manual or the manufacturer before operation.: [16, 460, 192, 469]
- list-item: • Leggere attentamente le procedure di manutenzione del vostro veicolo in condizioni umide, per essere sicuri di avere tutte le attrezzature necessarie per queste regole.: [390, 800, 566, 809]
- de-erkl-intro: Die folgenden Begriffe werden in der gesamten Produktliteratur verwendet, um auf unterschiedlich hohe Gefahrenstufen beim Betrieb dieses Produkts hinzuweisen:: [16, 529, 172, 539]
